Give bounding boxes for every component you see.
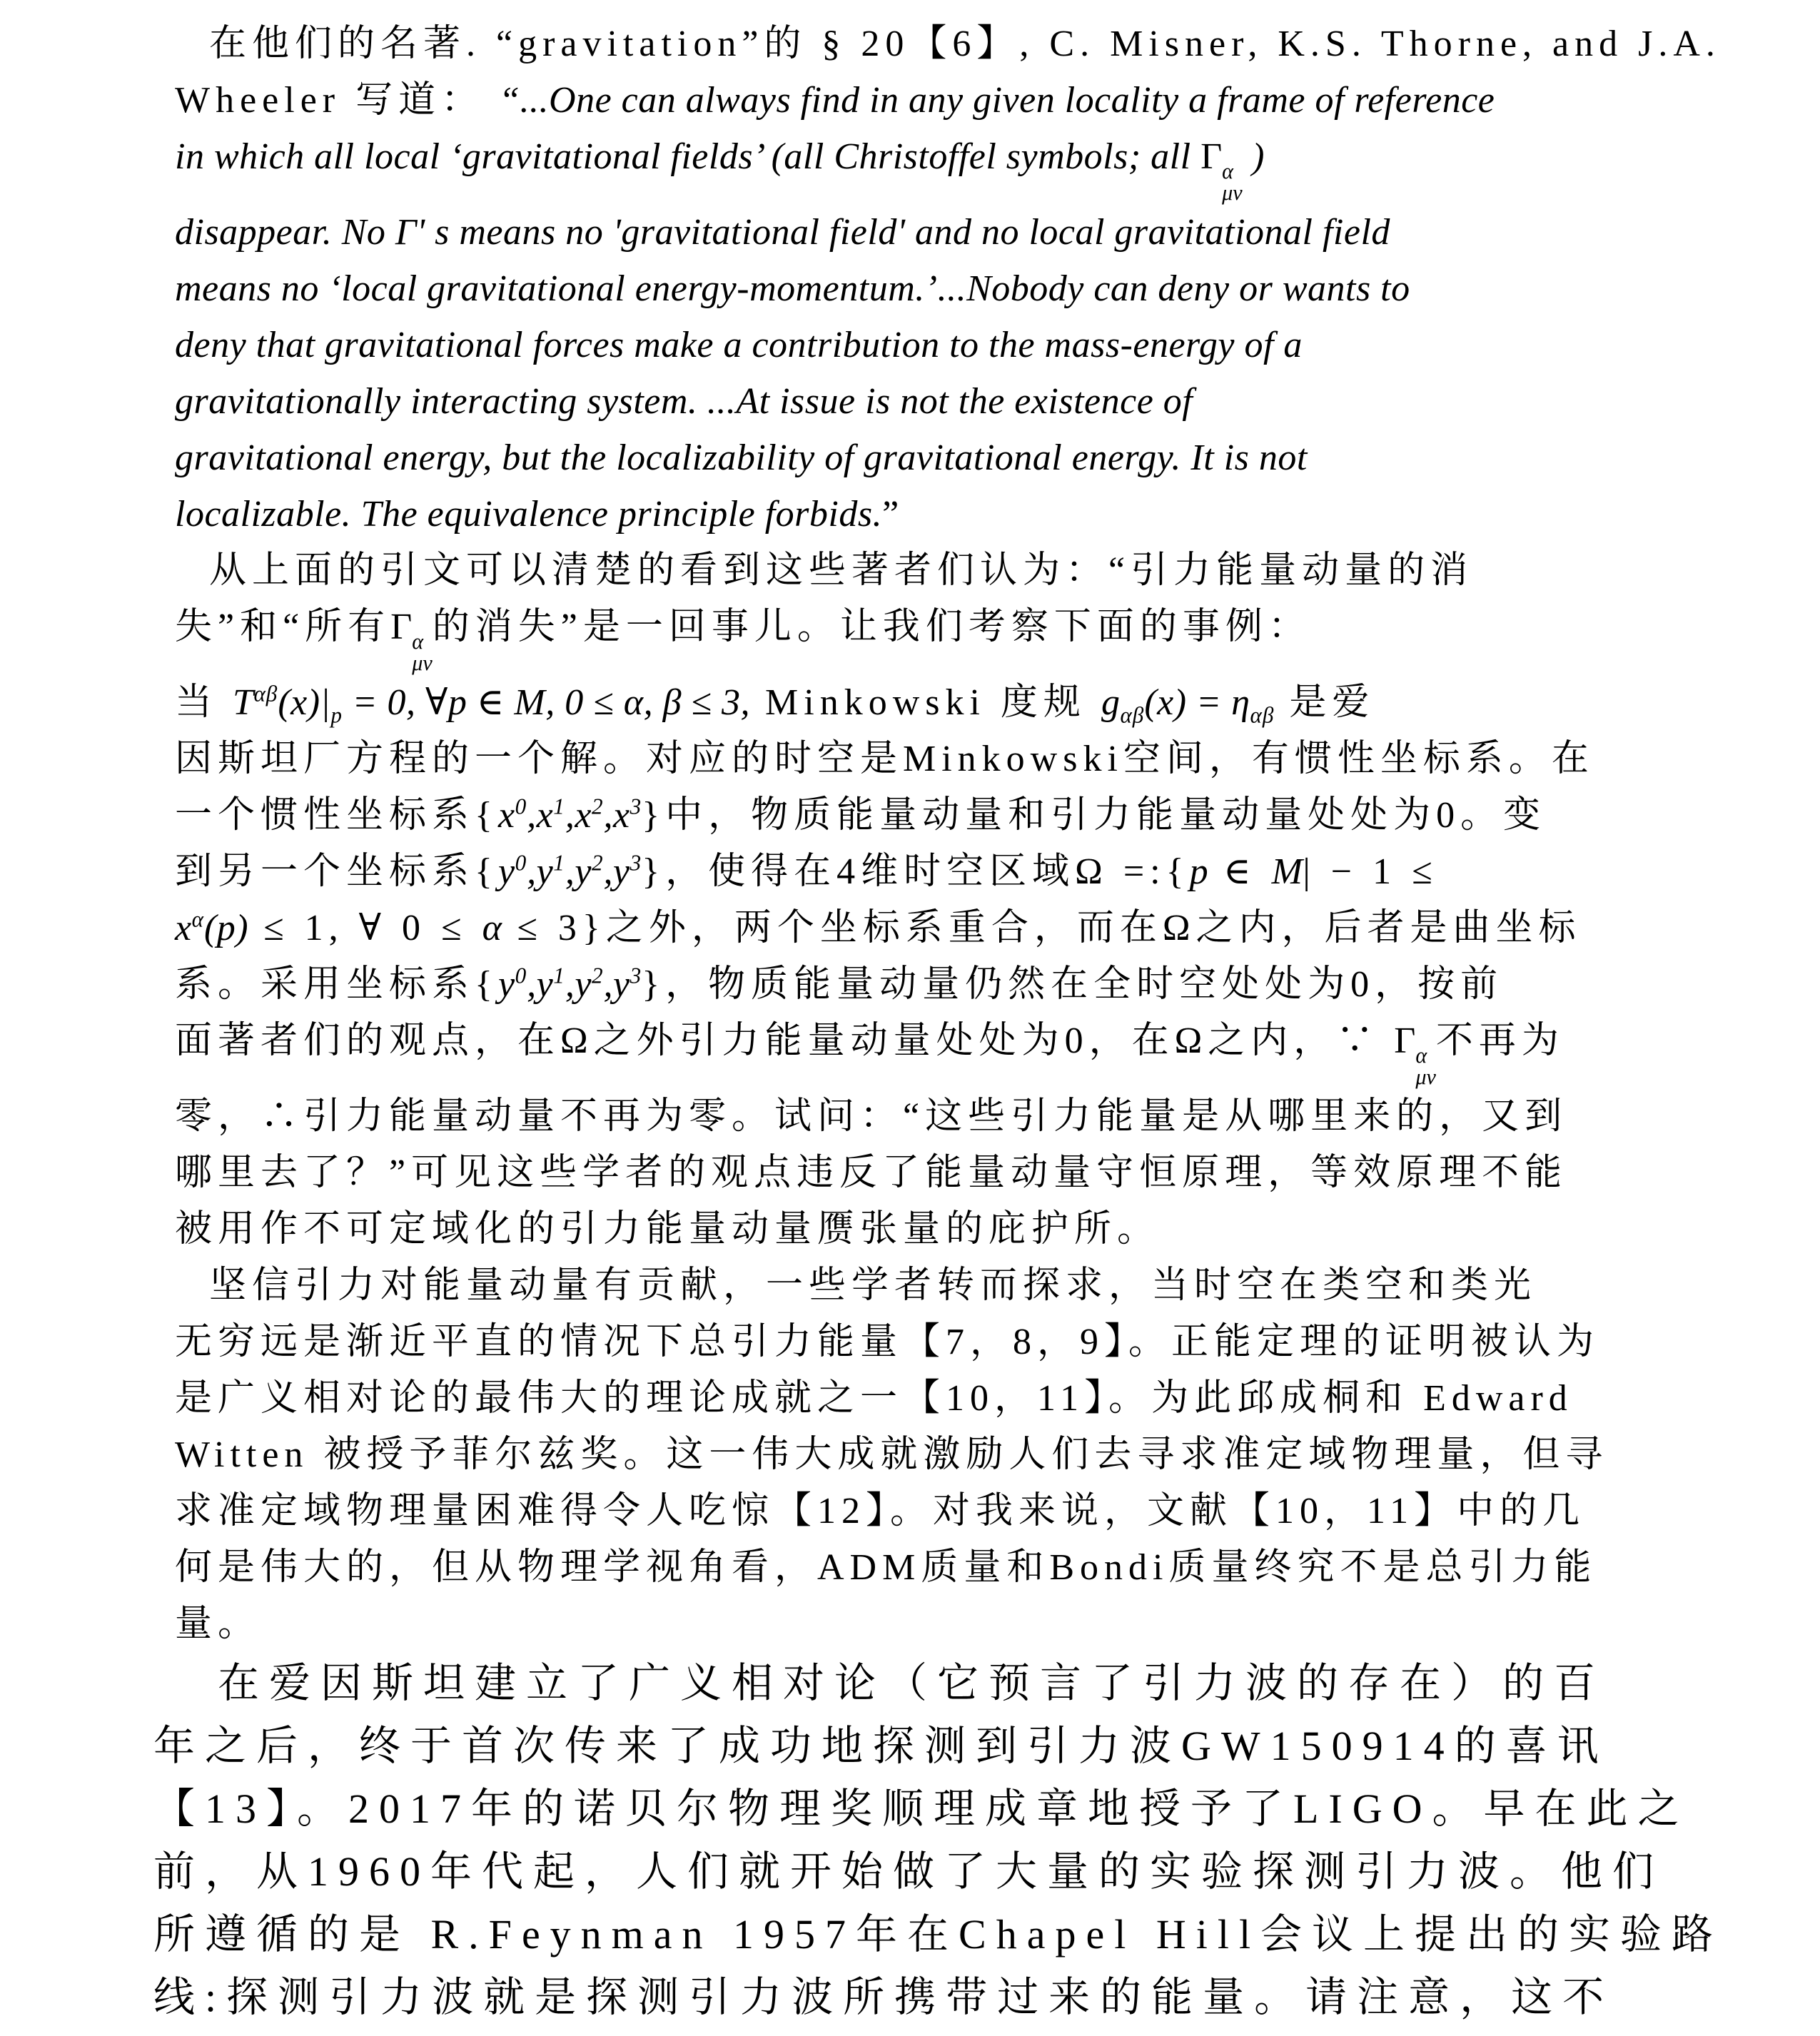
quote-text: (x)|: [278, 682, 331, 724]
quote-text: T: [233, 682, 254, 724]
body-text: 因斯坦厂方程的一个解。对应的时空是Minkowski空间，有惯性坐标系。在: [175, 739, 1594, 780]
quote-text: y: [497, 964, 515, 1006]
quote-text: ,y: [603, 964, 630, 1006]
text-line: [153, 1966, 1717, 2029]
body-text: 前，从1960年代起，人们就开始做了大量的实验探测引力波。他们: [153, 1848, 1664, 1895]
text-line: [175, 1483, 1717, 1539]
body-text: 3: [630, 794, 642, 819]
body-text: 0: [515, 850, 527, 876]
paragraph: [175, 1257, 1717, 1652]
quote-text: g: [1101, 682, 1121, 724]
text-line: [175, 599, 1717, 674]
quote-text: in which all local ‘gravitational fields’ (all Christoffel symbols; all: [175, 136, 1201, 177]
text-line: [175, 1088, 1717, 1145]
math-symbol-with-scripts: Γ α μν: [1200, 136, 1243, 206]
body-text: αβ: [253, 681, 278, 706]
body-text: 求准定域物理量困难得令人吃惊【12】。对我来说，文献【10，11】中的几: [175, 1491, 1586, 1532]
quote-text: p: [1189, 851, 1209, 893]
quote-text: “...One can always find in any given locality a frame of reference: [499, 80, 1495, 121]
quote-text: ): [1242, 136, 1265, 177]
text-line: [175, 373, 1717, 430]
body-text: 3: [630, 963, 642, 988]
text-line: [175, 844, 1717, 900]
body-text: 无穷远是渐近平直的情况下总引力能量【7，8，9】。正能定理的证明被认为: [175, 1322, 1600, 1363]
body-text: ∈: [1208, 851, 1272, 893]
body-text: 当: [175, 682, 233, 724]
body-text: 年之后，终于首次传来了成功地探测到引力波GW150914的喜讯: [153, 1723, 1609, 1770]
body-text: ”: [882, 494, 905, 535]
body-text: }，使得在4维时空区域Ω =:{: [642, 851, 1190, 893]
text-line: [153, 1652, 1717, 1715]
math-symbol-with-scripts: Γ α μν: [1394, 1020, 1436, 1090]
quote-text: α: [482, 908, 502, 949]
body-text: 到另一个坐标系{: [175, 851, 498, 893]
quote-text: means no ‘local gravitational energy-momentum.’...Nobody can deny or wants to: [175, 268, 1410, 310]
quote-text: ,x: [565, 795, 592, 836]
body-text: Wheeler 写道：: [175, 80, 500, 121]
body-text: 哪里去了？”可见这些学者的观点违反了能量动量守恒原理，等效原理不能: [175, 1153, 1568, 1194]
body-text: 1: [553, 850, 565, 876]
body-text: 0: [515, 963, 527, 988]
body-text: 0: [515, 794, 527, 819]
body-text: 在他们的名著. “gravitation”的 § 20【6】, C. Misner, K.S. Thorne, and J.A.: [209, 24, 1721, 64]
body-text: 2: [591, 794, 604, 819]
document-body: [153, 16, 1724, 2029]
body-text: ≤ 1, ∀ 0 ≤: [248, 908, 482, 949]
text-line: [175, 1314, 1717, 1370]
quote-text: ,y: [527, 964, 554, 1006]
quote-text: ,y: [565, 964, 592, 1006]
text-line: [175, 430, 1717, 486]
text-line: [175, 542, 1717, 599]
body-text: 不再为: [1435, 1020, 1564, 1062]
text-line: [175, 1201, 1717, 1257]
body-text: 坚信引力对能量动量有贡献，一些学者转而探求，当时空在类空和类光: [209, 1265, 1537, 1307]
body-text: 1: [553, 794, 565, 819]
body-text: 量。: [175, 1604, 261, 1645]
paragraph: [175, 542, 1717, 1257]
text-line: [175, 204, 1717, 260]
body-text: 从上面的引文可以清楚的看到这些著者们认为：“引力能量动量的消: [209, 550, 1474, 592]
text-line: [175, 1370, 1717, 1427]
quote-text: (p): [203, 908, 249, 949]
quote-text: ,x: [603, 795, 630, 836]
body-text: 所遵循的是 R.Feynman 1957年在Chapel Hill会议上提出的实验路: [153, 1911, 1724, 1958]
body-text: αβ: [1250, 702, 1275, 728]
body-text: | − 1 ≤: [1303, 851, 1438, 893]
body-text: }中，物质能量动量和引力能量动量处处为0。变: [642, 795, 1547, 836]
text-line: [175, 900, 1717, 956]
body-text: 是爱: [1274, 682, 1375, 724]
body-text: 何是伟大的，但从物理学视角看，ADM质量和Bondi质量终究不是总引力能: [175, 1547, 1597, 1589]
text-line: [175, 317, 1717, 373]
quote-text: (x) = η: [1144, 682, 1250, 724]
quote-text: ,x: [527, 795, 554, 836]
body-text: 失”和“所有: [175, 607, 391, 648]
body-text: 在爱因斯坦建立了广义相对论（它预言了引力波的存在）的百: [218, 1660, 1606, 1707]
math-symbol-with-scripts: Γ α μν: [390, 607, 433, 676]
quote-text: localizable. The equivalence principle forbids.: [175, 494, 883, 535]
text-line: [175, 16, 1721, 72]
body-text: 3: [630, 850, 642, 876]
quote-text: y: [497, 851, 515, 893]
text-line: [153, 1778, 1717, 1840]
text-line: [175, 1013, 1717, 1088]
text-line: [153, 1903, 1724, 1966]
body-text: Witten 被授予菲尔兹奖。这一伟大成就激励人们去寻求准定域物理量，但寻: [175, 1434, 1609, 1476]
body-text: 的消失”是一回事儿。让我们考察下面的事例：: [432, 607, 1311, 648]
text-line: [175, 787, 1717, 844]
body-text: αβ: [1120, 702, 1145, 728]
body-text: 面著者们的观点，在Ω之外引力能量动量处处为0，在Ω之内，∵: [175, 1020, 1395, 1062]
text-line: [153, 1840, 1717, 1903]
quote-text: gravitationally interacting system. ...At issue is not the existence of: [175, 381, 1193, 422]
body-text: 1: [553, 963, 565, 988]
quote-text: M: [1271, 851, 1303, 893]
body-text: 【13】。2017年的诺贝尔物理奖顺理成章地授予了LIGO。早在此之: [153, 1786, 1689, 1833]
text-line: [175, 1145, 1717, 1201]
body-text: 一个惯性坐标系{: [175, 795, 498, 836]
text-line: [175, 1596, 1717, 1652]
quote-text: ,y: [603, 851, 630, 893]
quote-text: gravitational energy, but the localizability of gravitational energy. It is not: [175, 437, 1308, 479]
text-line: [175, 1539, 1717, 1596]
body-text: 2: [591, 850, 604, 876]
body-text: Minkowski 度规: [750, 682, 1101, 724]
text-line: [175, 1427, 1717, 1483]
text-line: [175, 486, 1717, 542]
body-text: 系。采用坐标系{: [175, 964, 498, 1006]
text-line: [175, 260, 1717, 317]
quote-text: deny that gravitational forces make a contribution to the mass-energy of a: [175, 325, 1303, 366]
quote-text: x: [175, 908, 192, 949]
body-text: 2: [591, 963, 604, 988]
body-text: }，物质能量动量仍然在全时空处处为0，按前: [642, 964, 1504, 1006]
quote-text: ,y: [565, 851, 592, 893]
quote-text: = 0, ∀p ∈ M, 0 ≤ α, β ≤ 3,: [342, 682, 751, 724]
body-text: ≤ 3}之外，两个坐标系重合，而在Ω之内，后者是曲坐标: [502, 908, 1582, 949]
body-text: 是广义相对论的最伟大的理论成就之一【10，11】。为此邱成桐和 Edward: [175, 1378, 1573, 1419]
body-text: 被用作不可定域化的引力能量动量赝张量的庇护所。: [175, 1209, 1161, 1250]
text-line: [175, 128, 1717, 204]
text-line: [153, 1715, 1717, 1778]
body-text: p: [330, 702, 343, 728]
body-text: 线:探测引力波就是探测引力波所携带过来的能量。请注意，这不: [153, 1974, 1614, 2021]
text-line: [175, 674, 1717, 731]
paragraph: [153, 1652, 1724, 2029]
body-text: α: [191, 906, 204, 932]
text-line: [175, 956, 1717, 1013]
text-line: [175, 1257, 1717, 1314]
quote-text: x: [497, 795, 515, 836]
quote-text: ,y: [527, 851, 554, 893]
body-text: 零，∴引力能量动量不再为零。试问：“这些引力能量是从哪里来的，又到: [175, 1096, 1568, 1138]
quote-text: disappear. No Γ' s means no 'gravitational field' and no local gravitational field: [175, 212, 1390, 253]
text-line: [175, 731, 1717, 787]
text-line: [175, 72, 1717, 128]
paragraph: [175, 16, 1721, 542]
